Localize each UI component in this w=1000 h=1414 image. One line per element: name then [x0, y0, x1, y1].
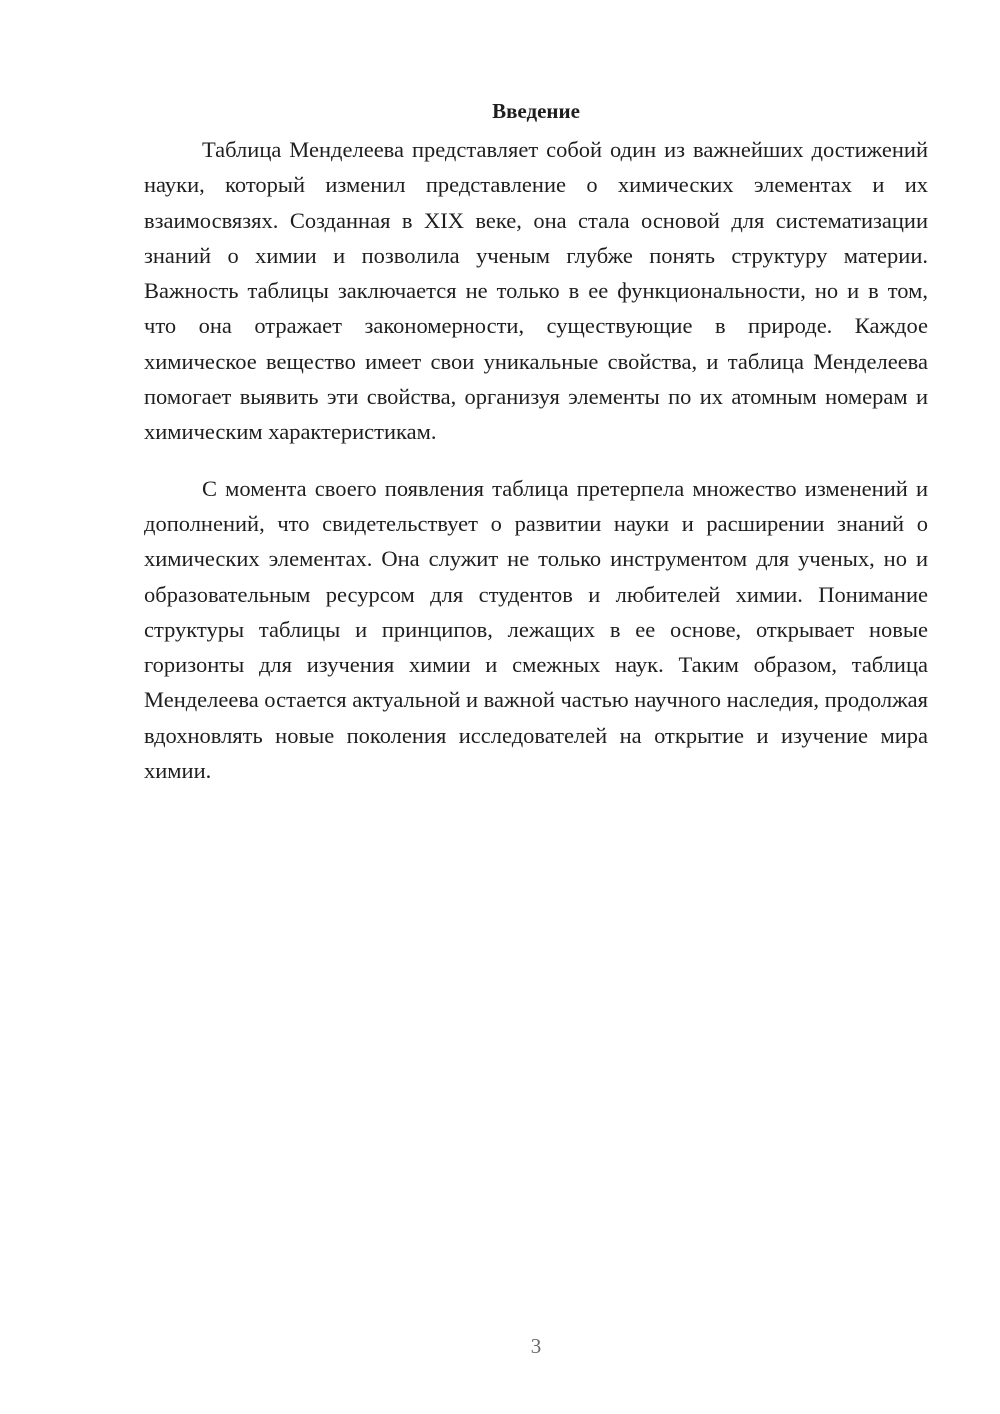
section-title: Введение [492, 99, 580, 123]
page-content [144, 96, 928, 788]
page-number: 3 [530, 1334, 542, 1358]
paragraph-2: С момента своего появления таблица претерпела множество изменений и дополнений, что свидетельствует о развитии науки и расширении знаний о химических элементах. Она служит не только инструментом для ученых, но и образовательным ресурсом для студентов и любителей химии. Понимание структуры таблицы и принципов, лежащих в ее основе, открывает новые горизонты для изучения химии и смежных наук. Таким образом, таблица Менделеева остается актуальной и важной частью научного наследия, продолжая вдохновлять новые поколения исследователей на открытие и изучение мира химии. [144, 475, 929, 784]
paragraph-1: Таблица Менделеева представляет собой один из важнейших достижений науки, который изменил представление о химических элементах и их взаимосвязях. Созданная в XIX веке, она стала основой для систематизации знаний о химии и позволила ученым глубже понять структуру материи. Важность таблицы заключается не только в ее функциональности, но и в том, что она отражает закономерности, существующие в природе. Каждое химическое вещество имеет свои уникальные свойства, и таблица Менделеева помогает выявить эти свойства, организуя элементы по их атомным номерам и химическим характеристикам. [144, 137, 928, 445]
